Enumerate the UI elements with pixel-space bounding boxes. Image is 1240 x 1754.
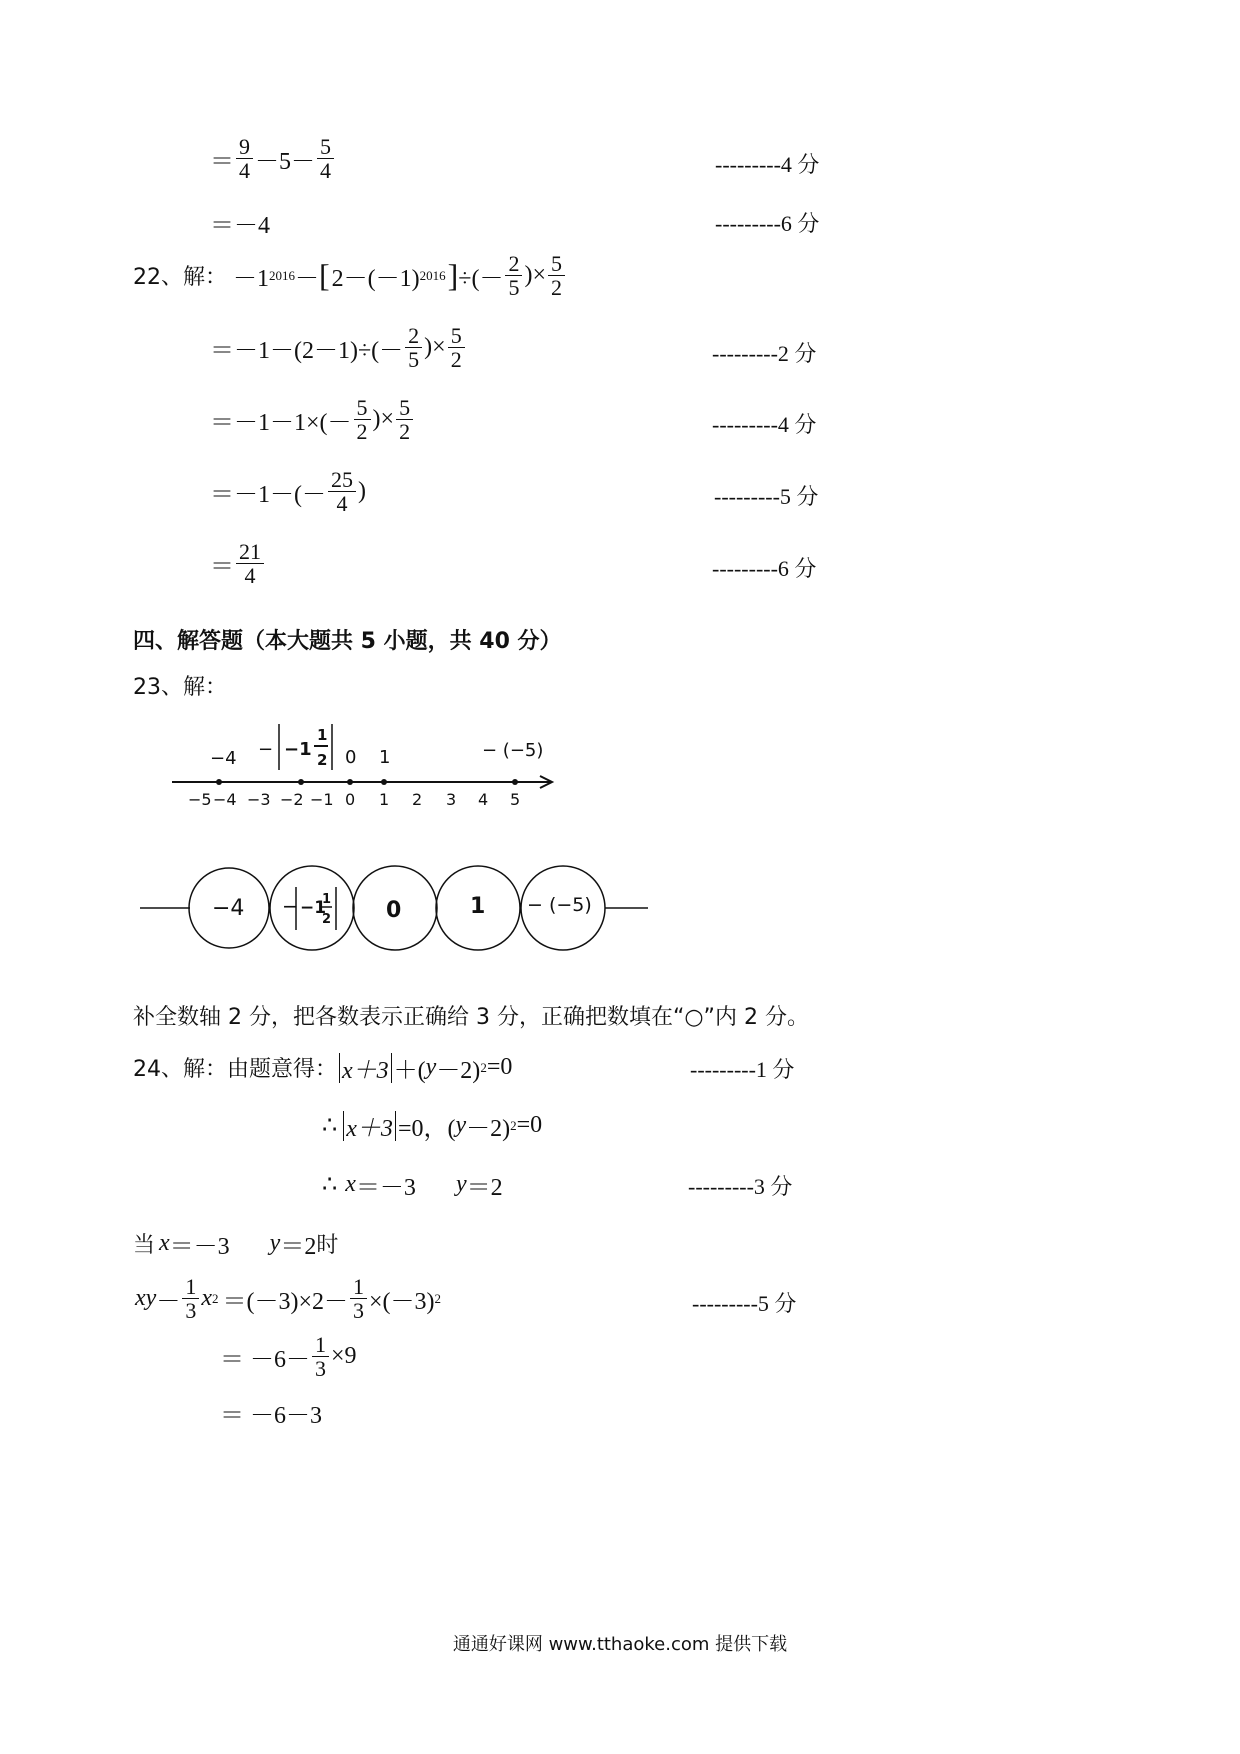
circle-chain-figure	[140, 860, 660, 960]
tick-label: 5	[510, 790, 521, 809]
fraction: $\frac{5}{2}$	[448, 324, 465, 371]
fraction-denominator: 2	[317, 751, 328, 769]
question-label: 24、解：由题意得：	[133, 1057, 337, 1082]
point-label: 1	[379, 747, 391, 768]
fraction-numerator: 1	[317, 726, 328, 744]
point-marker	[381, 779, 387, 785]
score-mark: ---------1 分	[690, 1057, 795, 1082]
q22-step-2: ＝－1－1×(－ $\frac{5}{2}$ )× $\frac{5}{2}$	[210, 396, 415, 443]
point-marker	[298, 779, 304, 785]
equals-sign: ＝	[210, 149, 234, 176]
fraction: $\frac{25}{4}$	[328, 468, 356, 515]
fraction: $\frac{9}{4}$	[236, 135, 253, 182]
q24-substitute: 当 x ＝－3 y ＝2 时	[133, 1230, 339, 1260]
circle-value: −	[282, 894, 299, 918]
q22-step-1: ＝－1－(2－1)÷(－ $\frac{2}{5}$ )× $\frac{5}{2}$	[210, 324, 467, 371]
q24-step-3: xy － $\frac{1}{3}$ x 2 ＝(－3)×2－ $\frac{1}{3}$ ×(－3) 2	[135, 1274, 442, 1324]
q24-step-2: ∴ x ＝－3 y ＝2	[322, 1171, 503, 1201]
q22-problem: 22、解： －1 2016 － [ 2－(－1) 2016 ] ÷(－ $\frac{2}{5}$ )× $\frac{5}{2}$	[133, 252, 567, 299]
q24-given: 24、解：由题意得： x＋3 ＋( y －2) 2 =0	[133, 1054, 513, 1084]
fraction: $\frac{5}{2}$	[354, 396, 371, 443]
point-marker	[512, 779, 518, 785]
q22-step-4: ＝ $\frac{21}{4}$	[210, 540, 266, 587]
point-marker	[216, 779, 222, 785]
fraction: $\frac{21}{4}$	[236, 540, 264, 587]
circle-value: − (−5)	[527, 894, 592, 916]
score-mark: ---------4 分	[712, 412, 817, 437]
number-line-figure	[160, 710, 580, 820]
tick-label: −5	[188, 790, 212, 809]
circle-value: 1	[470, 894, 486, 919]
q21-step-1: ＝ $\frac{9}{4}$ －5－ $\frac{5}{4}$	[210, 135, 336, 182]
question-label: 23、解：	[133, 675, 227, 700]
score-mark: ---------5 分	[692, 1291, 797, 1316]
tick-label: −4	[213, 790, 237, 809]
right-bracket: ]	[447, 257, 459, 294]
tick-label: 4	[478, 790, 489, 809]
fraction: $\frac{5}{2}$	[396, 396, 413, 443]
q24-step-1: ∴ x＋3 =0，( y －2) 2 =0	[322, 1112, 543, 1142]
footer-credit: 通通好课网 www.tthaoke.com 提供下载	[452, 1634, 788, 1655]
score-mark: ---------5 分	[714, 484, 819, 509]
q24-step-5: ＝ －6－3	[220, 1403, 322, 1429]
q24-step-4: ＝ －6－ $\frac{1}{3}$ ×9	[220, 1332, 357, 1382]
point-label: −4	[210, 748, 237, 769]
left-bracket: [	[319, 257, 330, 294]
abs-bar	[339, 1053, 340, 1083]
tick-label: 2	[412, 790, 423, 809]
q21-step-2: ＝－4	[210, 213, 270, 239]
fraction: $\frac{5}{2}$	[548, 252, 565, 299]
abs-bar	[391, 1053, 392, 1083]
q22-step-3: ＝－1－(－ $\frac{25}{4}$ )	[210, 467, 366, 517]
tick-label: 0	[345, 790, 356, 809]
point-label: 0	[345, 747, 357, 768]
point-label: − (−5)	[482, 740, 544, 761]
abs-bar	[343, 1111, 344, 1141]
score-mark: ---------6 分	[715, 211, 820, 236]
tick-label: 3	[446, 790, 457, 809]
tick-label: 1	[379, 790, 390, 809]
score-mark: ---------6 分	[712, 556, 817, 581]
point-label: −1	[284, 739, 312, 760]
abs-bar	[395, 1111, 396, 1141]
fraction: $\frac{1}{3}$	[182, 1275, 199, 1322]
circle-value: −4	[212, 896, 245, 921]
tick-label: −3	[247, 790, 271, 809]
fraction: $\frac{1}{3}$	[312, 1333, 329, 1380]
point-marker	[347, 779, 353, 785]
circle-value: 0	[386, 898, 402, 923]
therefore-symbol: ∴	[322, 1172, 338, 1198]
fraction-denominator: 2	[322, 912, 332, 927]
question-label: 22、解：	[133, 265, 227, 291]
point-label: −	[258, 739, 274, 760]
section-heading: 四、解答题（本大题共 5 小题，共 40 分）	[133, 629, 562, 654]
circle-value: −1	[300, 898, 327, 918]
tick-label: −1	[310, 790, 334, 809]
grading-note: 补全数轴 2 分，把各数表示正确给 3 分，正确把数填在“○”内 2 分。	[133, 1005, 809, 1030]
fraction: $\frac{2}{5}$	[505, 252, 522, 299]
tick-label: −2	[280, 790, 304, 809]
score-mark: ---------4 分	[715, 152, 820, 177]
therefore-symbol: ∴	[322, 1113, 338, 1139]
fraction: $\frac{2}{5}$	[405, 324, 422, 371]
fraction: $\frac{1}{3}$	[350, 1275, 367, 1322]
score-mark: ---------2 分	[712, 341, 817, 366]
score-mark: ---------3 分	[688, 1174, 793, 1199]
fraction: $\frac{5}{4}$	[317, 135, 334, 182]
fraction-numerator: 1	[322, 892, 332, 907]
